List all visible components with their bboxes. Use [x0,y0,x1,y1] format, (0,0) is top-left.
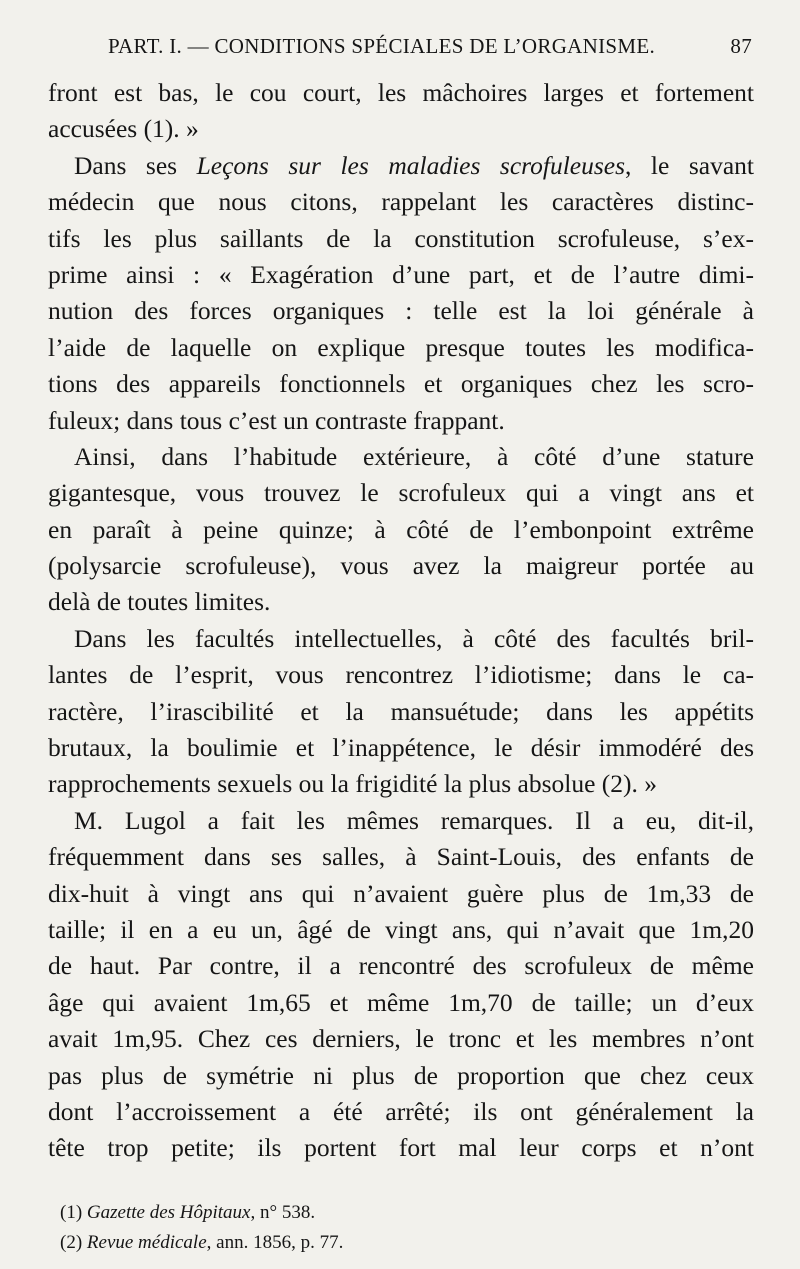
text-line: l’aide de laquelle on explique presque toutes les modifica- [48,332,754,362]
text-line: de haut. Par contre, il a rencontré des scrofuleux de même [48,951,754,981]
footnotes [60,1198,760,1258]
text-line: lantes de l’esprit, vous rencontrez l’idiotisme; dans le ca- [48,660,754,690]
text-line: tions des appareils fonctionnels et organiques chez les scro- [48,369,754,399]
text-line: (polysarcie scrofuleuse), vous avez la maigreur portée au [48,551,754,581]
text-line: M. Lugol a fait les mêmes remarques. Il a eu, dit-il, [74,805,754,835]
text-line: Dans les facultés intellectuelles, à côté des facultés bril- [74,623,754,653]
text-line: tifs les plus saillants de la constitution scrofuleuse, s’ex- [48,223,754,253]
text-line: taille; il en a eu un, âgé de vingt ans, qui n’avait que 1m,20 [48,914,754,944]
text-line: dix-huit à vingt ans qui n’avaient guère plus de 1m,33 de [48,878,754,908]
text-line: en paraît à peine quinze; à côté de l’embonpoint extrême [48,514,754,544]
text-line: ractère, l’irascibilité et la mansuétude; dans les appétits [48,696,754,726]
page-number: 87 [730,34,752,58]
text-line: avait 1m,95. Chez ces derniers, le tronc et les membres n’ont [48,1024,754,1054]
running-header [108,34,752,64]
text-line: dont l’accroissement a été arrêté; ils ont généralement la [48,1096,754,1126]
text-line: âge qui avaient 1m,65 et même 1m,70 de taille; un d’eux [48,987,754,1017]
text-line: tête trop petite; ils portent fort mal leur corps et n’ont [48,1133,754,1163]
text-line: rapprochements sexuels ou la frigidité la plus absolue (2). » [48,769,657,799]
text-line: Ainsi, dans l’habitude extérieure, à côté d’une stature [74,441,754,471]
text-line: médecin que nous citons, rappelant les caractères distinc- [48,187,754,217]
text-line: gigantesque, vous trouvez le scrofuleux qui a vingt ans et [48,478,754,508]
text-line: Dans ses Leçons sur les maladies scrofuleuses, le savant [74,150,754,180]
text-line: fuleux; dans tous c’est un contraste frappant. [48,405,505,435]
footnote: (2) Revue médicale, ann. 1856, p. 77. [60,1232,344,1253]
text-line: pas plus de symétrie ni plus de proportion que chez ceux [48,1060,754,1090]
text-line: front est bas, le cou court, les mâchoires larges et fortement [48,78,754,107]
text-line: accusées (1). » [48,114,199,144]
running-title: PART. I. — CONDITIONS SPÉCIALES DE L’ORGANISME. [108,34,656,58]
text-line: prime ainsi : « Exagération d’une part, et de l’autre dimi- [48,259,754,289]
text-line: brutaux, la boulimie et l’inappétence, le désir immodéré des [48,733,754,763]
text-line: fréquemment dans ses salles, à Saint-Louis, des enfants de [48,842,754,872]
footnote: (1) Gazette des Hôpitaux, n° 538. [60,1202,316,1223]
text-line: delà de toutes limites. [48,587,271,617]
body-text [48,75,754,1167]
text-line: nution des forces organiques : telle est la loi générale à [48,296,754,326]
